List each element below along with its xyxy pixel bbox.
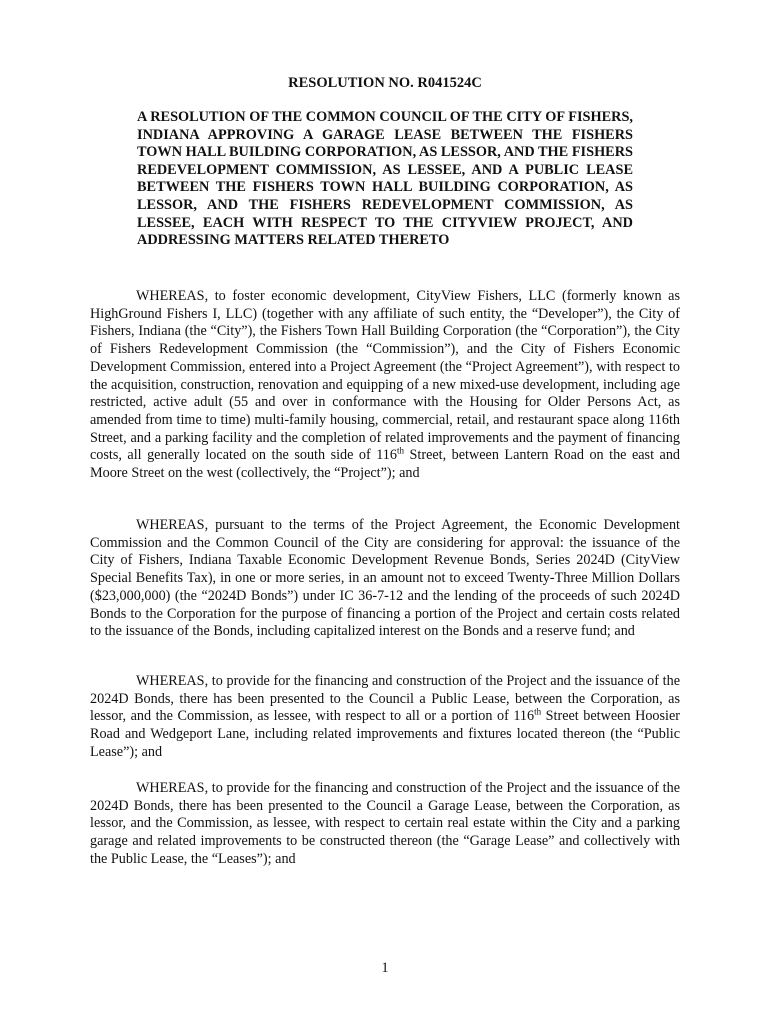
ordinal-suffix: th bbox=[534, 706, 542, 717]
whereas-paragraph-2: WHEREAS, pursuant to the terms of the Project Agreement, the Economic Development Commission and the Common Council of the City are considering for approval: the issuance of the City of Fishers, Indiana Taxable Economic Development Revenue Bonds, Series 2024D (CityView Special Benefits Tax), in one or more series, in an amount not to exceed Twenty-Three Million Dollars ($23,000,000) (the “2024D Bonds”) under IC 36-7-12 and the lending of the proceeds of such 2024D Bonds to the Corporation for the purpose of financing a portion of the Project and certain costs related to the issuance of the Bonds, including capitalized interest on the Bonds and a reserve fund; and bbox=[90, 517, 680, 640]
ordinal-suffix: th bbox=[397, 445, 405, 456]
whereas-paragraph-4: WHEREAS, to provide for the financing and construction of the Project and the issuance of the 2024D Bonds, there has been presented to the Council a Garage Lease, between the Corporation, as lessor, and the Commission, as lessee, with respect to certain real estate within the City and a parking garage and related improvements to be constructed thereon (the “Garage Lease” and collectively with the Public Lease, the “Leases”); and bbox=[90, 780, 680, 867]
paragraph-text: WHEREAS, to foster economic development, CityView Fishers, LLC (formerly known as HighGround Fishers I, LLC) (together with any affiliate of such entity, the “Developer”), the City of Fishers, Indiana (the “City”), the Fishers Town Hall Building Corporation (the “Corporation”), the City of Fishers Redevelopment Commission (the “Commission”), and the City of Fishers Economic Development Commission, entered into a Project Agreement (the “Project Agreement”), with respect to the acquisition, construction, renovation and equipping of a new mixed-use development, including age restricted, active adult (55 and over in conformance with the Housing for Older Persons Act, as amended from time to time) multi-family housing, commercial, retail, and restaurant space along 116th Street, and a parking facility and the completion of related improvements and the payment of financing costs, all generally located on the south side of 116 bbox=[90, 288, 680, 464]
page-number: 1 bbox=[381, 960, 389, 976]
whereas-paragraph-1 bbox=[90, 288, 680, 483]
resolution-title: A RESOLUTION OF THE COMMON COUNCIL OF THE CITY OF FISHERS, INDIANA APPROVING A GARAGE LEASE BETWEEN THE FISHERS TOWN HALL BUILDING CORPORATION, AS LESSOR, AND THE FISHERS REDEVELOPMENT COMMISSION, AS LESSEE, AND A PUBLIC LEASE BETWEEN THE FISHERS TOWN HALL BUILDING CORPORATION, AS LESSOR, AND THE FISHERS REDEVELOPMENT COMMISSION, AS LESSEE, EACH WITH RESPECT TO THE CITYVIEW PROJECT, AND ADDRESSING MATTERS RELATED THERETO bbox=[137, 109, 633, 249]
paragraph-text: Street between Hoosier Road and Wedgeport Lane, including related improvements and fixtures located thereon (the “Public Lease”); and bbox=[90, 708, 680, 760]
whereas-paragraph-3 bbox=[90, 673, 680, 762]
resolution-number: RESOLUTION NO. R041524C bbox=[288, 75, 482, 91]
paragraph-text: Street, between Lantern Road on the east and Moore Street on the west (collectively, the “Project”); and bbox=[90, 447, 681, 482]
paragraph-text: WHEREAS, to provide for the financing and construction of the Project and the issuance of the 2024D Bonds, there has been presented to the Council a Public Lease, between the Corporation, as lessor, and the Commission, as lessee, with respect to all or a portion of 116 bbox=[90, 673, 680, 725]
